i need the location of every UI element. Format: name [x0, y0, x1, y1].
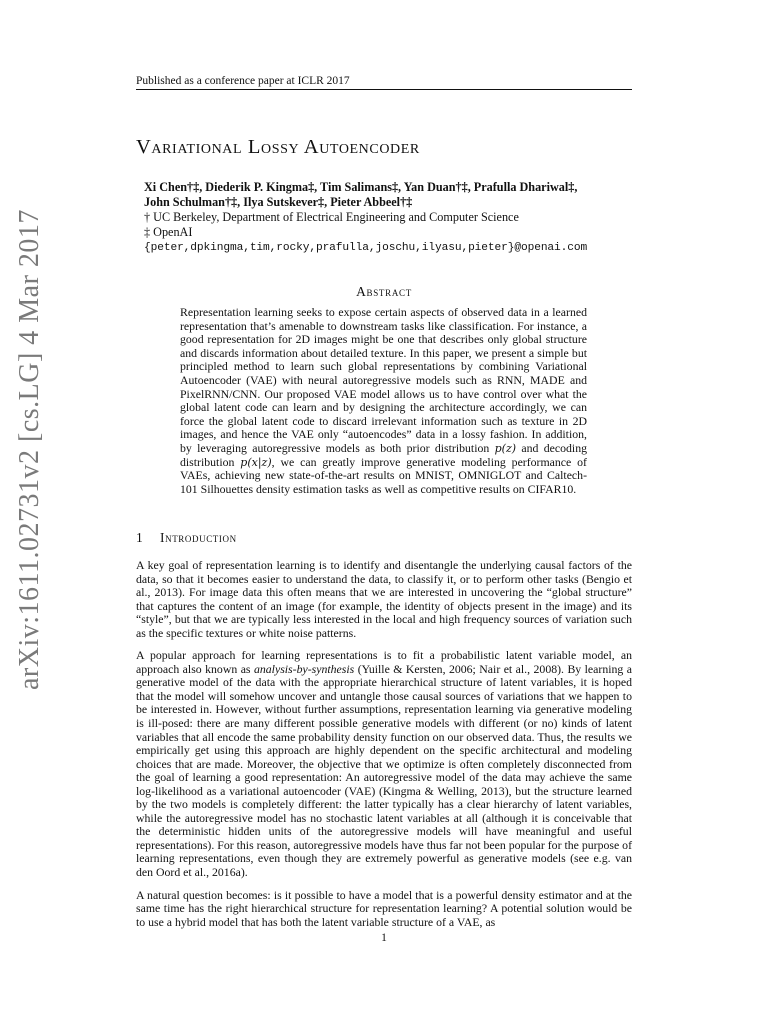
- paper-title: Variational Lossy Autoencoder: [136, 136, 420, 158]
- author-emails: {peter,dpkingma,tim,rocky,prafulla,joschu,ilyasu,pieter}@openai.com: [144, 242, 588, 254]
- abstract-body: [180, 306, 587, 496]
- author-names-line-2: John Schulman†‡, Ilya Sutskever‡, Pieter Abbeel†‡: [144, 195, 413, 209]
- paragraph-1: A key goal of representation learning is to identify and disentangle the underlying causal factors of the data, so that it becomes easier to understand the data, to classify it, or to perform other tasks (Bengio et al., 2013). For image data this often means that we are interested in uncovering the “global structure” that captures the content of an image (for example, the identity of objects present in the image) and its “style”, but that we are typically less interested in the local and high frequency sources of variation such as the specific textures or white noise patterns.: [136, 558, 632, 640]
- header-rule: [136, 89, 632, 90]
- section-number: 1: [136, 530, 143, 545]
- paragraph-2-text-a: A popular approach for learning representations is to fit a probabilistic latent variable model, an approach also known as: [136, 648, 632, 676]
- paragraph-2-text-b: (Yuille & Kersten, 2006; Nair et al., 2008). By learning a generative model of the data with the appropriate hierarchical structure of latent variables, it is hoped that the model will somehow uncover and untangle those causal sources of variations that we happen to be interested in. However, without further assumptions, representation learning via generative modeling is ill-posed: there are many different possible generative models with different (or no) kinds of latent variables that all encode the same probability density function on our observed data. Thus, the results we empirically get using this approach are highly dependent on the specific architectural and modeling choices that are made. Moreover, the objective that we optimize is often completely disconnected from the goal of learning a good representation: An autoregressive model of the data may achieve the same log-likelihood as a variational autoencoder (VAE) (Kingma & Welling, 2013), but the structure learned by the two models is completely different: the latter typically has a clear hierarchy of latent variables, while the autoregressive model has no stochastic latent variables at all (although it is conceivable that the deterministic hidden units of the autoregressive models will have meaningful and useful representations). For this reason, autoregressive models have thus far not been popular for the purpose of learning representations, even though they are extremely powerful as generative models (see e.g. van den Oord et al., 2016a).: [136, 661, 632, 880]
- section-title: Introduction: [160, 530, 237, 545]
- running-header: Published as a conference paper at ICLR 2017: [136, 75, 350, 87]
- abstract-heading: Abstract: [356, 284, 412, 299]
- abstract-text-3: , we can greatly improve generative modeling performance of VAEs, achieving new state-of-the-art results on MNIST, OMNIGLOT and Caltech-101 Silhouettes density estimation tasks as well as competitive results on CIFAR10.: [180, 454, 587, 496]
- author-names-line-1: Xi Chen†‡, Diederik P. Kingma‡, Tim Salimans‡, Yan Duan†‡, Prafulla Dhariwal‡,: [144, 180, 578, 194]
- affiliation-openai: ‡ OpenAI: [144, 225, 193, 239]
- introduction-body: [136, 559, 632, 938]
- paragraph-3: A natural question becomes: is it possible to have a model that is a powerful density estimator and at the same time has the right hierarchical structure for representation learning? A potential solution would be to use a hybrid model that has both the latent variable structure of a VAE, as: [136, 887, 632, 929]
- arxiv-identifier: arXiv:1611.02731v2 [cs.LG] 4 Mar 2017: [14, 209, 45, 690]
- author-block: [144, 180, 644, 256]
- page-number: 1: [381, 932, 387, 944]
- math-decoding-distribution: p(x|z): [240, 455, 272, 469]
- paragraph-2-emphasis: analysis-by-synthesis: [253, 661, 355, 676]
- math-prior-distribution: p(z): [494, 441, 517, 455]
- paragraph-2: [136, 649, 632, 879]
- abstract-text-2: and decoding distribution: [180, 440, 587, 469]
- affiliation-berkeley: † UC Berkeley, Department of Electrical Engineering and Computer Science: [144, 210, 519, 224]
- abstract-text-1: Representation learning seeks to expose certain aspects of observed data in a learned representation that’s amenable to downstream tasks like classification. For instance, a good representation for 2D images might be one that describes only global structure and discards information about detailed texture. In this paper, we present a simple but principled method to learn such global representations by combining Variational Autoencoder (VAE) with neural autoregressive models such as RNN, MADE and PixelRNN/CNN. Our proposed VAE model allows us to have control over what the global latent code can learn and by designing the architecture accordingly, we can force the global latent code to discard irrelevant information such as texture in 2D images, and hence the VAE only “autoencodes” data in a lossy fashion. In addition, by leveraging autoregressive models as both prior distribution: [180, 305, 587, 455]
- section-heading-introduction: [136, 530, 237, 546]
